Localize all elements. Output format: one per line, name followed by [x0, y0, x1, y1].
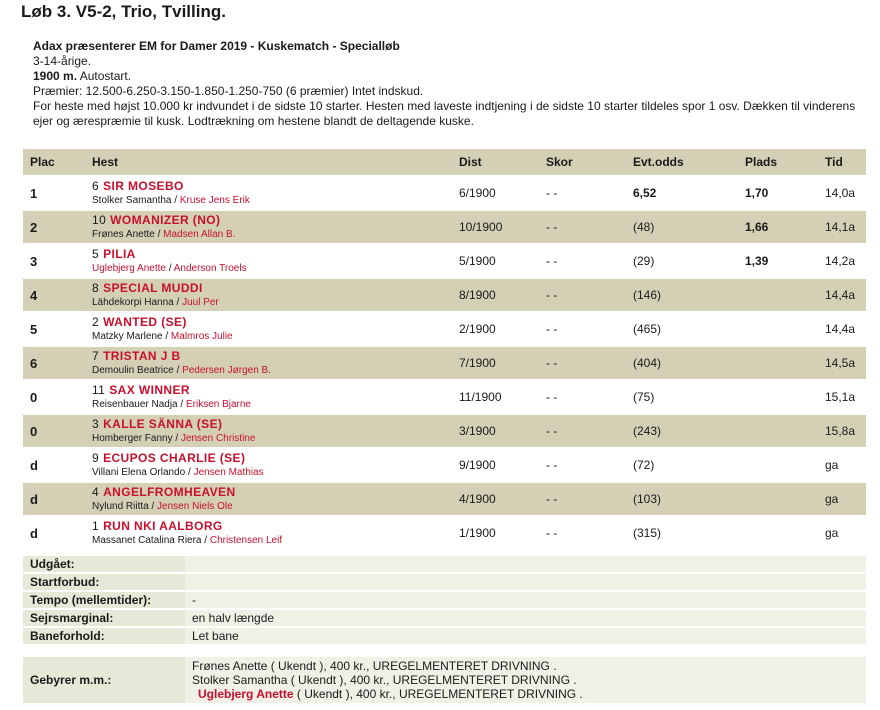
col-skor[interactable]: Skor [539, 149, 626, 176]
skor-cell: - - [539, 346, 626, 380]
horse-name-link[interactable]: WOMANIZER (NO) [110, 213, 221, 227]
skor-cell: - - [539, 244, 626, 278]
dist-cell: 11/1900 [452, 380, 539, 414]
trainer-link[interactable]: Matzky Marlene [92, 331, 163, 342]
fee-detail: ( Ukendt ), 400 kr., UREGELMENTERET DRIVNING . [267, 659, 557, 673]
tid-cell: 14,0a [818, 176, 866, 210]
plac-cell: 0 [23, 414, 85, 448]
start-number: 6 [92, 179, 100, 193]
fee-line [192, 687, 866, 701]
plac-cell: d [23, 448, 85, 482]
age-class: 3-14-årige. [33, 54, 92, 68]
horse-cell: 6 SIR MOSEBO Stolker Samantha / Kruse Jens Erik [85, 176, 452, 210]
table-row[interactable] [23, 210, 866, 244]
info-row [23, 609, 866, 627]
race-info-table [23, 556, 866, 646]
driver-link[interactable]: Jensen Niels Ole [157, 501, 233, 512]
trainer-link[interactable]: Nylund Riitta [92, 501, 149, 512]
odds-cell: (315) [626, 516, 738, 550]
info-label: Sejrsmarginal: [23, 609, 185, 627]
skor-cell: - - [539, 516, 626, 550]
skor-cell: - - [539, 482, 626, 516]
trainer-link[interactable]: Villani Elena Orlando [92, 467, 186, 478]
plads-cell: 1,70 [738, 176, 818, 210]
start-number: 3 [92, 417, 100, 431]
dist-cell: 6/1900 [452, 176, 539, 210]
plads-cell [738, 380, 818, 414]
horse-cell: 9 ECUPOS CHARLIE (SE) Villani Elena Orlando / Jensen Mathias [85, 448, 452, 482]
odds-cell: (243) [626, 414, 738, 448]
trainer-link[interactable]: Homberger Fanny [92, 433, 173, 444]
distance-start [33, 69, 863, 84]
plads-cell [738, 312, 818, 346]
driver-link[interactable]: Pedersen Jørgen B. [182, 365, 271, 376]
odds-cell: 6,52 [626, 176, 738, 210]
trainer-link[interactable]: Stolker Samantha [92, 195, 172, 206]
table-row[interactable] [23, 414, 866, 448]
start-number: 8 [92, 281, 100, 295]
odds-cell: (103) [626, 482, 738, 516]
horse-name-link[interactable]: PILIA [103, 247, 136, 261]
tid-cell: 14,5a [818, 346, 866, 380]
odds-cell: (146) [626, 278, 738, 312]
plac-cell: 0 [23, 380, 85, 414]
trainer-link[interactable]: Frønes Anette [92, 229, 155, 240]
horse-cell: 10 WOMANIZER (NO) Frønes Anette / Madsen Allan B. [85, 210, 452, 244]
start-type: Autostart. [77, 69, 132, 83]
odds-cell: (72) [626, 448, 738, 482]
event-title: Adax præsenterer EM for Damer 2019 - Kuskematch - Specialløb [33, 39, 400, 53]
fee-person: Frønes Anette [192, 659, 268, 673]
start-number: 10 [92, 213, 107, 227]
skor-cell: - - [539, 312, 626, 346]
skor-cell: - - [539, 448, 626, 482]
horse-name-link[interactable]: KALLE SÄNNA (SE) [103, 417, 223, 431]
start-number: 1 [92, 519, 100, 533]
dist-cell: 4/1900 [452, 482, 539, 516]
dist-cell: 7/1900 [452, 346, 539, 380]
dist-cell: 3/1900 [452, 414, 539, 448]
horse-name-link[interactable]: TRISTAN J B [103, 349, 181, 363]
driver-link[interactable]: Juul Per [182, 297, 219, 308]
odds-cell: (29) [626, 244, 738, 278]
race-conditions [33, 39, 863, 129]
dist-cell: 5/1900 [452, 244, 539, 278]
dist-cell: 8/1900 [452, 278, 539, 312]
plads-cell [738, 516, 818, 550]
info-value [185, 556, 866, 573]
odds-cell: (465) [626, 312, 738, 346]
info-value: en halv længde [185, 609, 866, 627]
start-number: 9 [92, 451, 100, 465]
horse-cell: 3 KALLE SÄNNA (SE) Homberger Fanny / Jensen Christine [85, 414, 452, 448]
plac-cell: 4 [23, 278, 85, 312]
plac-cell: 3 [23, 244, 85, 278]
col-plac[interactable]: Plac [23, 149, 85, 176]
info-value [185, 573, 866, 591]
info-row [23, 556, 866, 573]
info-row [23, 591, 866, 609]
table-row[interactable] [23, 380, 866, 414]
plads-cell [738, 414, 818, 448]
tid-cell: 14,1a [818, 210, 866, 244]
odds-cell: (75) [626, 380, 738, 414]
trainer-link[interactable]: Lähdekorpi Hanna [92, 297, 174, 308]
info-label: Udgået: [23, 556, 185, 573]
odds-cell: (48) [626, 210, 738, 244]
tid-cell: 14,2a [818, 244, 866, 278]
plads-cell [738, 346, 818, 380]
plac-cell: 5 [23, 312, 85, 346]
tid-cell: ga [818, 516, 866, 550]
table-row[interactable] [23, 176, 866, 210]
plads-cell [738, 482, 818, 516]
results-table [23, 149, 866, 551]
start-number: 11 [92, 383, 106, 397]
skor-cell: - - [539, 278, 626, 312]
odds-cell: (404) [626, 346, 738, 380]
plads-cell: 1,39 [738, 244, 818, 278]
start-number: 2 [92, 315, 100, 329]
horse-cell: 2 WANTED (SE) Matzky Marlene / Malmros Julie [85, 312, 452, 346]
info-value: - [185, 591, 866, 609]
fee-line [192, 659, 866, 673]
plac-cell: 2 [23, 210, 85, 244]
trainer-link[interactable]: Massanet Catalina Riera [92, 535, 202, 546]
start-number: 5 [92, 247, 100, 261]
tid-cell: 15,8a [818, 414, 866, 448]
fee-detail: ( Ukendt ), 400 kr., UREGELMENTERET DRIVNING . [293, 687, 583, 701]
plads-cell: 1,66 [738, 210, 818, 244]
horse-name-link[interactable]: RUN NKI AALBORG [103, 519, 223, 533]
skor-cell: - - [539, 176, 626, 210]
horse-cell: 11 SAX WINNER Reisenbauer Nadja / Eriksen Bjarne [85, 380, 452, 414]
table-row[interactable] [23, 346, 866, 380]
plac-cell: d [23, 482, 85, 516]
table-row[interactable] [23, 244, 866, 278]
driver-link[interactable]: Anderson Troels [173, 263, 247, 274]
col-hest[interactable]: Hest [85, 149, 452, 176]
col-odds[interactable]: Evt.odds [626, 149, 738, 176]
horse-name-link[interactable]: WANTED (SE) [103, 315, 187, 329]
horse-name-link[interactable]: SPECIAL MUDDI [103, 281, 203, 295]
tid-cell: ga [818, 448, 866, 482]
plac-cell: d [23, 516, 85, 550]
table-row[interactable] [23, 482, 866, 516]
trainer-link[interactable]: Uglebjerg Anette [92, 263, 166, 274]
horse-cell: 8 SPECIAL MUDDI Lähdekorpi Hanna / Juul Per [85, 278, 452, 312]
horse-cell: 5 PILIA Uglebjerg Anette / Anderson Troels [85, 244, 452, 278]
tid-cell: 15,1a [818, 380, 866, 414]
start-number: 4 [92, 485, 100, 499]
col-plads[interactable]: Plads [738, 149, 818, 176]
horse-name-link[interactable]: SAX WINNER [109, 383, 190, 397]
trainer-link[interactable]: Demoulin Beatrice [92, 365, 174, 376]
fee-person[interactable]: Uglebjerg Anette [198, 687, 294, 701]
dist-cell: 9/1900 [452, 448, 539, 482]
skor-cell: - - [539, 210, 626, 244]
fee-person: Stolker Samantha [192, 673, 288, 687]
driver-link[interactable]: Jensen Christine [180, 433, 256, 444]
driver-link[interactable]: Malmros Julie [170, 331, 233, 342]
start-number: 7 [92, 349, 100, 363]
info-row [23, 573, 866, 591]
conditions-text: For heste med højst 10.000 kr indvundet i de sidste 10 starter. Hesten med laveste indtjening i de sidste 10 starter tildeles spor 1 osv. Dækken til vinderens ejer og ærespræmie til kusk. Lodtrækning om hestene blandt de deltagende kuske. [33, 99, 856, 128]
col-dist[interactable]: Dist [452, 149, 539, 176]
driver-link[interactable]: Christensen Leif [209, 535, 283, 546]
page-title: Løb 3. V5-2, Trio, Tvilling. [21, 2, 226, 21]
driver-link[interactable]: Kruse Jens Erik [179, 195, 250, 206]
table-row[interactable] [23, 516, 866, 550]
driver-link[interactable]: Madsen Allan B. [163, 229, 236, 240]
skor-cell: - - [539, 380, 626, 414]
info-label: Startforbud: [23, 573, 185, 591]
dist-cell: 2/1900 [452, 312, 539, 346]
horse-cell: 7 TRISTAN J B Demoulin Beatrice / Pedersen Jørgen B. [85, 346, 452, 380]
tid-cell: 14,4a [818, 278, 866, 312]
info-value: Let bane [185, 627, 866, 645]
plac-cell: 6 [23, 346, 85, 380]
table-row[interactable] [23, 312, 866, 346]
horse-name-link[interactable]: ANGELFROMHEAVEN [103, 485, 236, 499]
info-row [23, 627, 866, 645]
horse-cell: 1 RUN NKI AALBORG Massanet Catalina Riera / Christensen Leif [85, 516, 452, 550]
plac-cell: 1 [23, 176, 85, 210]
info-label: Tempo (mellemtider): [23, 591, 185, 609]
table-row[interactable] [23, 448, 866, 482]
fees-label: Gebyrer m.m.: [23, 657, 185, 703]
trainer-link[interactable]: Reisenbauer Nadja [92, 399, 178, 410]
driver-link[interactable]: Jensen Mathias [193, 467, 264, 478]
plads-cell [738, 448, 818, 482]
horse-cell: 4 ANGELFROMHEAVEN Nylund Riitta / Jensen Niels Ole [85, 482, 452, 516]
table-row[interactable] [23, 278, 866, 312]
distance: 1900 m. [33, 69, 78, 83]
info-label: Baneforhold: [23, 627, 185, 645]
tid-cell: 14,4a [818, 312, 866, 346]
fees-list [185, 657, 866, 703]
fee-detail: ( Ukendt ), 400 kr., UREGELMENTERET DRIVNING . [287, 673, 577, 687]
dist-cell: 1/1900 [452, 516, 539, 550]
prizes: Præmier: 12.500-6.250-3.150-1.850-1.250-750 (6 præmier) Intet indskud. [33, 84, 424, 98]
fee-line [192, 673, 866, 687]
horse-name-link[interactable]: ECUPOS CHARLIE (SE) [103, 451, 246, 465]
dist-cell: 10/1900 [452, 210, 539, 244]
col-tid[interactable]: Tid [818, 149, 866, 176]
plads-cell [738, 278, 818, 312]
skor-cell: - - [539, 414, 626, 448]
tid-cell: ga [818, 482, 866, 516]
table-header [23, 149, 866, 176]
fees-table [23, 657, 866, 703]
driver-link[interactable]: Eriksen Bjarne [185, 399, 251, 410]
horse-name-link[interactable]: SIR MOSEBO [103, 179, 184, 193]
